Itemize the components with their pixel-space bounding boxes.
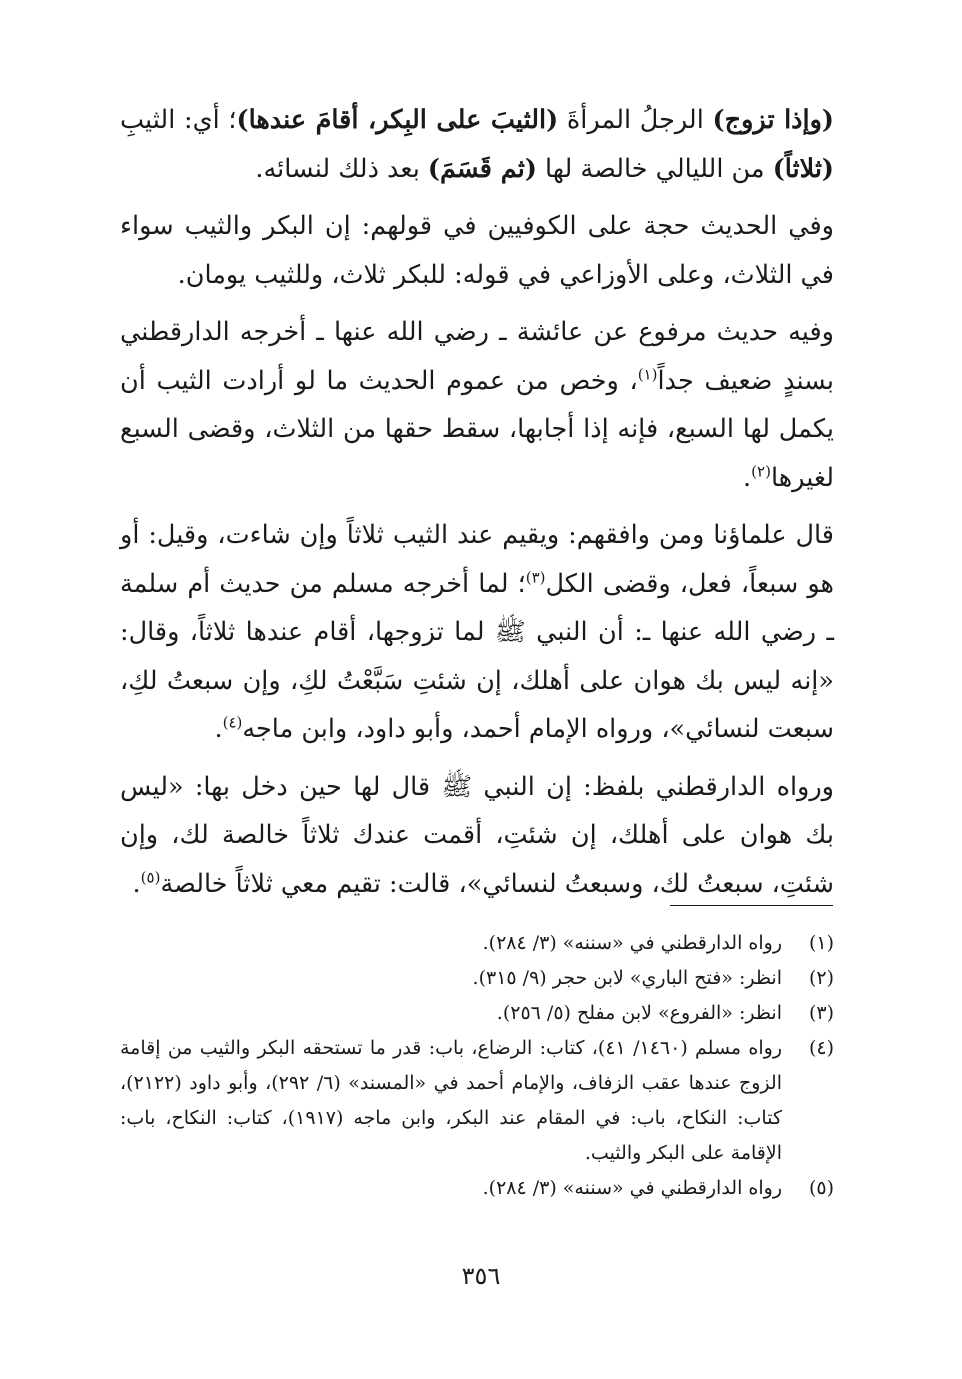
footnote-ref-2: (٢) bbox=[751, 462, 771, 480]
text-fragment: . bbox=[743, 462, 752, 493]
main-text bbox=[120, 96, 834, 917]
paragraph-3 bbox=[120, 308, 834, 502]
footnotes bbox=[120, 926, 834, 1206]
footnote-number: (٢) bbox=[808, 967, 834, 989]
paragraph-2: وفي الحديث حجة على الكوفيين في قولهم: إن البكر والثيب سواء في الثلاث، وعلى الأوزاعي في قوله: للبكر ثلاث، وللثيب يومان. bbox=[120, 211, 834, 290]
paragraph-1 bbox=[120, 96, 834, 193]
matn-fragment: (الثيبَ على البِكر، أقامَ عندها) bbox=[236, 105, 559, 135]
footnote-ref-4: (٤) bbox=[222, 713, 243, 732]
footnote-number: (٣) bbox=[808, 1002, 834, 1024]
footnote-text: انظر: «الفروع» لابن مفلح (٥/ ٢٥٦). bbox=[496, 1002, 782, 1024]
text-fragment: ، وخص من عموم الحديث ما لو أرادت الثيب أن يكمل لها السبع، فإنه إذا أجابها، سقط حقها من الثلاث، وقضى السبع لغيرها bbox=[120, 365, 834, 493]
commentary-fragment: من الليالي خالصة لها bbox=[536, 153, 773, 184]
footnote-text: انظر: «فتح الباري» لابن حجر (٩/ ٣١٥). bbox=[472, 967, 782, 989]
text-fragment: . bbox=[214, 714, 223, 744]
footnote-1 bbox=[120, 926, 834, 961]
footnote-5 bbox=[120, 1171, 834, 1206]
commentary-fragment: بعد ذلك لنسائه. bbox=[255, 153, 428, 184]
footnote-text: رواه الدارقطني في «سننه» (٣/ ٢٨٤). bbox=[482, 932, 782, 954]
footnote-ref-5: (٥) bbox=[140, 868, 161, 886]
footnote-separator bbox=[670, 905, 833, 906]
footnote-text: رواه مسلم (١٤٦٠/ ٤١)، كتاب: الرضاع، باب: قدر ما تستحقه البكر والثيب من إقامة الزوج عندها عقب الزفاف، والإمام أحمد في «المسند» (٦/ ٢٩٢)، وأبو داود (٢١٢٢)، كتاب: النكاح، باب: في المقام عند البكر، وابن ماجه (١٩١٧)، كتاب: النكاح، باب: الإقامة على البكر والثيب. bbox=[120, 1037, 782, 1164]
footnote-2 bbox=[120, 961, 834, 996]
footnote-number: (٥) bbox=[808, 1177, 834, 1199]
matn-fragment: (ثم قَسَمَ) bbox=[427, 153, 537, 184]
matn-fragment: (وإذا تزوج) bbox=[712, 105, 834, 135]
footnote-number: (٤) bbox=[808, 1037, 834, 1059]
text-fragment: ورواه الدارقطني بلفظ: إن النبي ﷺ قال لها حين دخل بها: «ليس بك هوان على أهلك، إن شئتِ، أقمت عندك ثلاثاً خالصة لك، وإن شئتِ، سبعتُ لك، وسبعتُ لنسائي»، قالت: تقيم معي ثلاثاً خالصة bbox=[120, 771, 834, 899]
commentary-fragment: الرجلُ المرأةَ bbox=[558, 105, 713, 135]
paragraph-4 bbox=[120, 511, 834, 754]
footnote-4 bbox=[120, 1031, 834, 1171]
page-number: ٣٥٦ bbox=[461, 1262, 501, 1290]
footnote-number: (١) bbox=[808, 932, 834, 954]
matn-fragment: (ثلاثاً) bbox=[772, 153, 834, 184]
text-fragment: ؛ لما أخرجه مسلم من حديث أم سلمة ـ رضي الله عنها ـ: أن النبي ﷺ لما تزوجها، أقام عندها ثلاثاً، وقال: «إنه ليس بك هوان على أهلك، إن شئتِ سَبَّعْتُ لكِ، وإن سبعتُ لكِ، سبعت لنسائي»، ورواه الإمام أحمد، وأبو داود، وابن ماجه bbox=[120, 568, 834, 744]
commentary-fragment: ؛ أي: الثيبِ bbox=[120, 105, 237, 135]
paragraph-5 bbox=[120, 763, 834, 909]
footnote-ref-3: (٣) bbox=[525, 568, 546, 586]
footnote-ref-1: (١) bbox=[637, 365, 658, 383]
footnote-3 bbox=[120, 996, 834, 1031]
text-fragment: وفيه حديث مرفوع عن عائشة ـ رضي الله عنها ـ أخرجه الدارقطني بسندٍ ضعيف جداً bbox=[120, 317, 835, 396]
text-fragment: . bbox=[132, 868, 141, 899]
text-fragment: قال علماؤنا ومن وافقهم: ويقيم عند الثيب ثلاثاً وإن شاءت، وقيل: أو هو سبعاً، فعل، وقضى الكل bbox=[120, 520, 835, 599]
footnote-text: رواه الدارقطني في «سننه» (٣/ ٢٨٤). bbox=[482, 1177, 782, 1199]
